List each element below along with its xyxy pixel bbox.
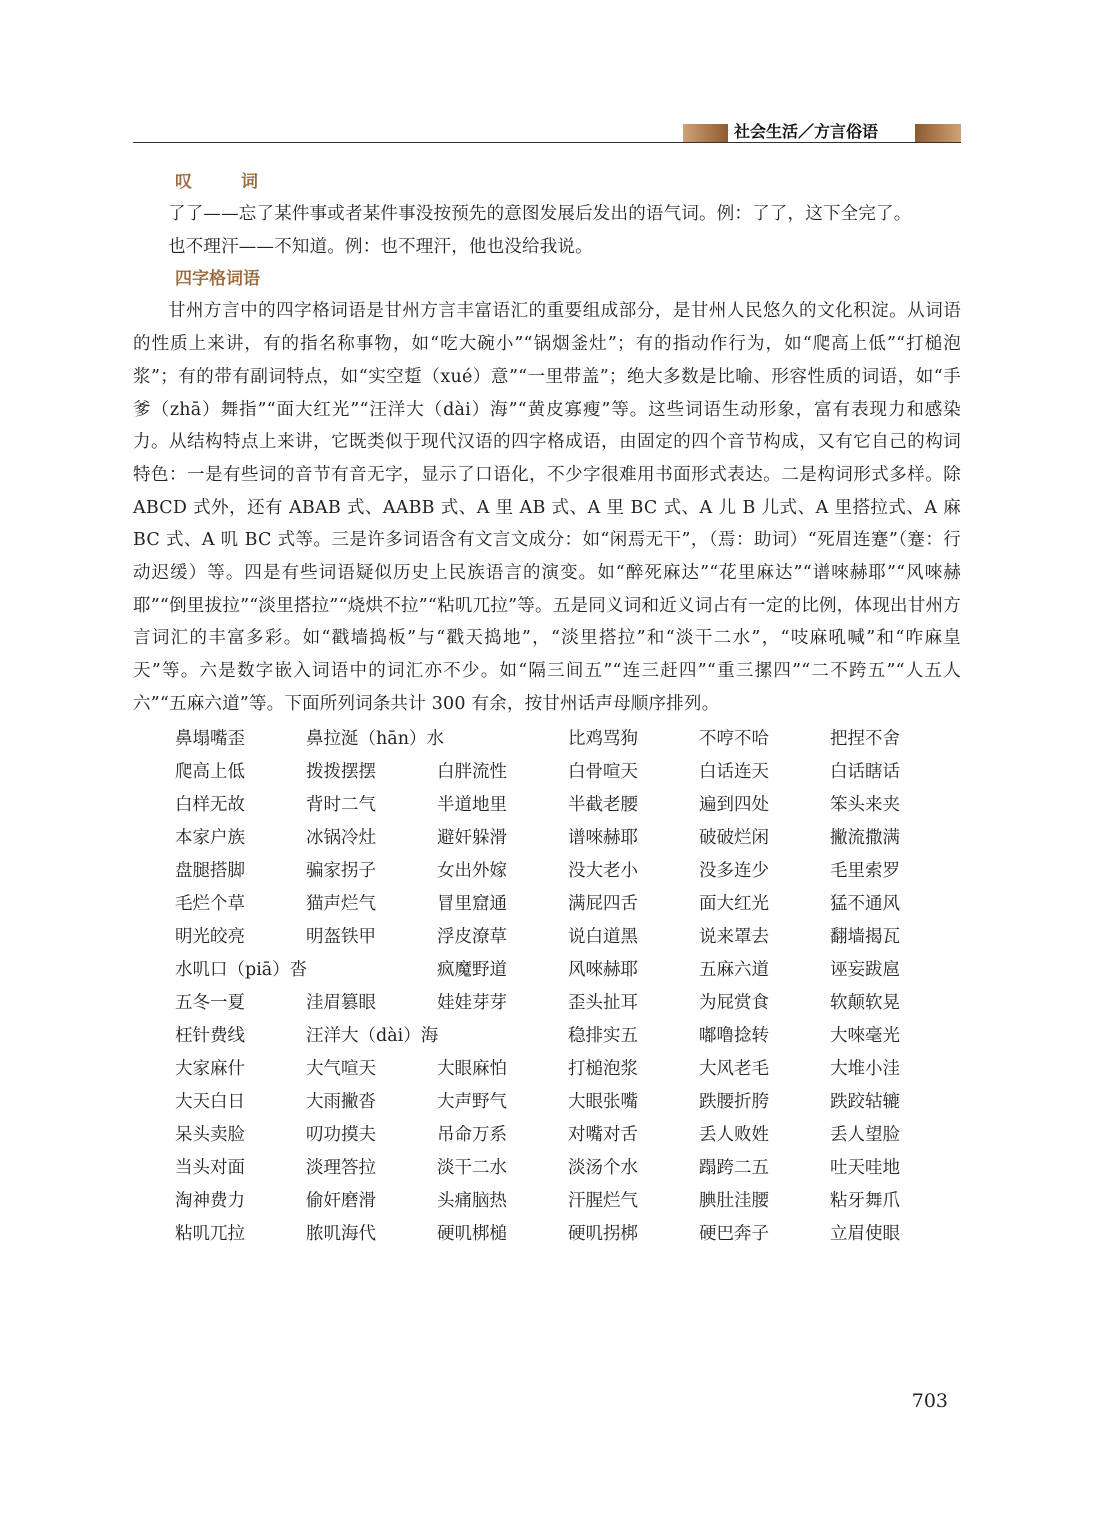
word-cell: 丢人望脸 — [830, 1124, 900, 1145]
word-cell: 蹋跨二五 — [699, 1157, 769, 1178]
word-cell: 笨头来夹 — [830, 794, 900, 815]
word-cell: 明光皎亮 — [175, 926, 245, 947]
word-cell: 粘叽兀拉 — [175, 1223, 245, 1244]
word-cell: 硬叽拐梆 — [568, 1223, 638, 1244]
word-list-grid — [133, 721, 961, 1249]
word-cell: 猫声烂气 — [306, 893, 376, 914]
word-cell: 冰锅冷灶 — [306, 827, 376, 848]
word-cell: 汗腥烂气 — [568, 1190, 638, 1211]
intro-paragraph: 甘州方言中的四字格词语是甘州方言丰富语汇的重要组成部分，是甘州人民悠久的文化积淀。从词语的性质上来讲，有的指名称事物，如“吃大碗小”“锅烟釜灶”；有的指动作行为，如“爬高上低”“打槌泡浆”；有的带有副词特点，如“实空踅（xué）意”“一里带盖”；绝大多数是比喻、形容性质的词语，如“手爹（zhā）舞指”“面大红光”“汪洋大（dài）海”“黄皮寡瘦”等。这些词语生动形象，富有表现力和感染力。从结构特点上来讲，它既类似于现代汉语的四字格成语，由固定的四个音节构成，又有它自己的构词特色：一是有些词的音节有音无字，显示了口语化，不少字很难用书面形式表达。二是构词形式多样。除 ABCD 式外，还有 ABAB 式、AABB 式、A 里 AB 式、A 里 BC 式、A 儿 B 儿式、A 里搭拉式、A 麻 BC 式、A 叽 BC 式等。三是许多词语含有文言文成分：如“闲焉无干”，（焉：助词）“死眉连蹇”（蹇：行动迟缓）等。四是有些词语疑似历史上民族语言的演变。如“醉死麻达”“花里麻达”“谱唻赫耶”“风唻赫耶”“倒里拔拉”“淡里搭拉”“烧烘不拉”“粘叽兀拉”等。五是同义词和近义词占有一定的比例，体现出甘州方言词汇的丰富多彩。如“戳墙捣板”与“戳天捣地”，“淡里搭拉”和“淡干二水”，“吱麻吼喊”和“咋麻皇天”等。六是数字嵌入词语中的词汇亦不少。如“隔三间五”“连三赶四”“重三摞四”“二不跨五”“人五人六”“五麻六道”等。下面所列词条共计 300 有余，按甘州话声母顺序排列。 — [133, 301, 961, 714]
word-cell: 呆头卖脸 — [175, 1124, 245, 1145]
word-cell: 打槌泡浆 — [568, 1058, 638, 1079]
word-cell: 毛烂个草 — [175, 893, 245, 914]
section-heading-interjections: 叹 词 — [175, 172, 274, 192]
word-cell: 跌腰折胯 — [699, 1091, 769, 1112]
word-cell: 硬巴奔子 — [699, 1223, 769, 1244]
word-cell: 毛里索罗 — [830, 860, 900, 881]
word-cell: 硬叽梆槌 — [437, 1223, 507, 1244]
word-cell: 当头对面 — [175, 1157, 245, 1178]
word-cell: 头痛脑热 — [437, 1190, 507, 1211]
word-cell: 疯魔野道 — [437, 959, 507, 980]
word-cell: 拨拨摆摆 — [306, 761, 376, 782]
word-cell: 汪洋大（dài）海 — [306, 1025, 439, 1046]
word-cell: 半道地里 — [437, 794, 507, 815]
word-cell: 大天白日 — [175, 1091, 245, 1112]
word-cell: 淡理答拉 — [306, 1157, 376, 1178]
page-number: 703 — [911, 1390, 948, 1412]
header-ornament-right — [915, 124, 961, 142]
word-cell: 把捏不舍 — [830, 728, 900, 749]
word-cell: 诬妄跋扈 — [830, 959, 900, 980]
word-cell: 大声野气 — [437, 1091, 507, 1112]
word-cell: 淡干二水 — [437, 1157, 507, 1178]
entry-paragraph: 也不理汗——不知道。例：也不理汗，他也没给我说。 — [168, 236, 593, 257]
word-cell: 翻墙揭瓦 — [830, 926, 900, 947]
word-cell: 说白道黑 — [568, 926, 638, 947]
word-cell: 没大老小 — [568, 860, 638, 881]
word-cell: 半截老腰 — [568, 794, 638, 815]
word-cell: 立眉使眼 — [830, 1223, 900, 1244]
word-cell: 吐天哇地 — [830, 1157, 900, 1178]
word-cell: 五冬一夏 — [175, 992, 245, 1013]
word-cell: 大堆小洼 — [830, 1058, 900, 1079]
word-cell: 水叽口（piā）沓 — [175, 959, 308, 980]
word-cell: 没多连少 — [699, 860, 769, 881]
word-cell: 洼眉篡眼 — [306, 992, 376, 1013]
word-cell: 大唻毫光 — [830, 1025, 900, 1046]
word-cell: 满屁四舌 — [568, 893, 638, 914]
word-cell: 鼻拉涎（hān）水 — [306, 728, 444, 749]
word-cell: 大风老毛 — [699, 1058, 769, 1079]
word-cell: 比鸡骂狗 — [568, 728, 638, 749]
word-cell: 浮皮潦草 — [437, 926, 507, 947]
word-cell: 稳排实五 — [568, 1025, 638, 1046]
word-cell: 大家麻什 — [175, 1058, 245, 1079]
word-cell: 白骨喧天 — [568, 761, 638, 782]
header-rule — [133, 142, 961, 143]
word-cell: 大眼麻怕 — [437, 1058, 507, 1079]
word-cell: 撇流撒满 — [830, 827, 900, 848]
word-cell: 对嘴对舌 — [568, 1124, 638, 1145]
entry-paragraph: 了了——忘了某件事或者某件事没按预先的意图发展后发出的语气词。例：了了，这下全完了。 — [168, 204, 912, 224]
word-cell: 大气喧天 — [306, 1058, 376, 1079]
word-cell: 大雨撇沓 — [306, 1091, 376, 1112]
word-cell: 丢人败姓 — [699, 1124, 769, 1145]
word-cell: 跌跤轱辘 — [830, 1091, 900, 1112]
word-cell: 本家户族 — [175, 827, 245, 848]
word-cell: 淡汤个水 — [568, 1157, 638, 1178]
word-cell: 偷奸磨滑 — [306, 1190, 376, 1211]
word-cell: 叨功摸夫 — [306, 1124, 376, 1145]
word-cell: 白胖流性 — [437, 761, 507, 782]
word-cell: 谱唻赫耶 — [568, 827, 638, 848]
word-cell: 背时二气 — [306, 794, 376, 815]
word-cell: 白话瞎话 — [830, 761, 900, 782]
word-cell: 五麻六道 — [699, 959, 769, 980]
page-body — [133, 166, 961, 1249]
word-cell: 软颠软晃 — [830, 992, 900, 1013]
running-header-title: 社会生活／方言俗语 — [734, 122, 879, 141]
word-cell: 粘牙舞爪 — [830, 1190, 900, 1211]
word-cell: 歪头扯耳 — [568, 992, 638, 1013]
word-cell: 嘟噜捻转 — [699, 1025, 769, 1046]
section-heading-four-character: 四字格词语 — [175, 269, 260, 290]
word-cell: 大眼张嘴 — [568, 1091, 638, 1112]
word-cell: 避奸躲滑 — [437, 827, 507, 848]
word-cell: 白话连天 — [699, 761, 769, 782]
word-cell: 淘神费力 — [175, 1190, 245, 1211]
word-cell: 娃娃芽芽 — [437, 992, 507, 1013]
word-cell: 骗家拐子 — [306, 860, 376, 881]
word-cell: 面大红光 — [699, 893, 769, 914]
word-cell: 破破烂闲 — [699, 827, 769, 848]
word-cell: 爬高上低 — [175, 761, 245, 782]
header-ornament-left — [683, 124, 728, 142]
word-cell: 风唻赫耶 — [568, 959, 638, 980]
word-cell: 冒里窟通 — [437, 893, 507, 914]
word-cell: 不哼不哈 — [699, 728, 769, 749]
word-cell: 明盔铁甲 — [306, 926, 376, 947]
word-cell: 鼻塌嘴歪 — [175, 728, 245, 749]
word-cell: 吊命万系 — [437, 1124, 507, 1145]
word-cell: 盘腿搭脚 — [175, 860, 245, 881]
word-cell: 枉针费线 — [175, 1025, 245, 1046]
word-cell: 腆肚洼腰 — [699, 1190, 769, 1211]
word-cell: 遍到四处 — [699, 794, 769, 815]
word-cell: 为屁赏食 — [699, 992, 769, 1013]
word-cell: 女出外嫁 — [437, 860, 507, 881]
word-cell: 白样无故 — [175, 794, 245, 815]
word-cell: 脓叽海代 — [306, 1223, 376, 1244]
word-cell: 猛不通风 — [830, 893, 900, 914]
word-cell: 说来罩去 — [699, 926, 769, 947]
